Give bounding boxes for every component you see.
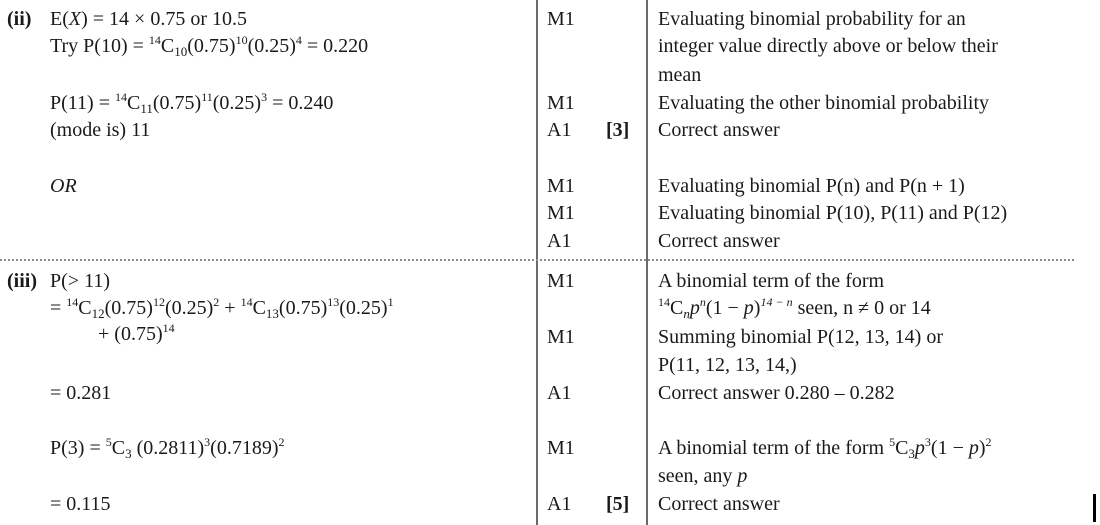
- text-cursor: [1093, 494, 1096, 522]
- p11-line: [50, 91, 333, 115]
- p10-base-b: (0.25): [247, 35, 296, 57]
- p3-base-b: (0.7189): [210, 437, 279, 459]
- term1-exp-a: 12: [152, 295, 165, 309]
- p10-n: 14: [148, 33, 161, 47]
- mark-note: Correct answer 0.280 – 0.282: [658, 382, 895, 404]
- plus: +: [219, 297, 241, 319]
- sum-terms-line: [50, 296, 394, 320]
- column-divider-notes: [646, 0, 648, 525]
- p11-n: 14: [114, 90, 127, 104]
- p11-exp-b: 3: [261, 90, 268, 104]
- mark-note: Correct answer: [658, 119, 780, 141]
- p10-prefix: Try P(10) =: [50, 35, 149, 57]
- mark-code: A1: [547, 230, 572, 252]
- mark-code: M1: [547, 437, 575, 459]
- mark-note-formula: $^{14}C_np^n(1 - p)^{14 - n}$ seen, n ≠ 0 or 14: [658, 295, 931, 321]
- mark-note: Summing binomial P(12, 13, 14) or: [658, 326, 943, 348]
- expected-value-text: E(X) = 14 × 0.75 or 10.5: [50, 8, 247, 30]
- term2-exp-b: 1: [387, 295, 394, 309]
- third-term-exp: 14: [162, 321, 175, 335]
- p10-r: 10: [174, 44, 188, 59]
- mark-note: integer value directly above or below their: [658, 35, 998, 57]
- term2-exp-a: 13: [327, 295, 340, 309]
- mark-code: M1: [547, 92, 575, 114]
- term1-exp-b: 2: [213, 295, 220, 309]
- formula-n: 14: [658, 295, 670, 309]
- p11-exp-a: 11: [201, 90, 213, 104]
- mark-note: Correct answer: [658, 493, 780, 515]
- part-ii-label: (ii): [7, 8, 32, 30]
- third-term: + (0.75): [98, 323, 163, 345]
- term2-n: 14: [240, 295, 253, 309]
- p11-base-a: (0.75): [152, 92, 202, 114]
- mark-code: M1: [547, 8, 575, 30]
- p3-exp-b: 2: [278, 435, 285, 449]
- p10-c: C: [160, 35, 175, 57]
- mark-code: A1: [547, 382, 572, 404]
- p3-line: [50, 436, 284, 460]
- p11-r: 11: [140, 101, 153, 116]
- p11-c: C: [126, 92, 141, 114]
- p10-base-a: (0.75): [187, 35, 236, 57]
- mark-code: M1: [547, 270, 575, 292]
- mark-note: seen, any p: [658, 465, 748, 487]
- mode-line: (mode is) 11: [50, 119, 151, 141]
- p11-result: = 0.240: [267, 92, 334, 114]
- mark-code: M1: [547, 326, 575, 348]
- mark-note: Evaluating binomial probability for an: [658, 8, 966, 30]
- p10-result: = 0.220: [301, 35, 369, 57]
- mark-note: Correct answer: [658, 230, 780, 252]
- formula-r: n: [683, 306, 690, 321]
- mark-note-formula: A binomial term of the form $^5C_3p^3(1 - p)^2$: [658, 435, 992, 461]
- p3-c: C: [111, 437, 126, 459]
- term1-r: 12: [91, 306, 105, 321]
- term1-c: C: [78, 297, 92, 319]
- p-greater-11-result: = 0.281: [50, 382, 112, 404]
- p3-base-a: (0.2811): [131, 437, 205, 459]
- term1-base-b: (0.25): [164, 297, 214, 319]
- mark-note: Evaluating binomial P(n) and P(n + 1): [658, 175, 965, 197]
- p3-prefix: P(3) =: [50, 437, 106, 459]
- part-total: [3]: [606, 119, 630, 141]
- term2-base-a: (0.75): [278, 297, 328, 319]
- term1-base-a: (0.75): [104, 297, 153, 319]
- third-term-line: [98, 322, 175, 346]
- formula-suffix: seen, n ≠ 0 or 14: [792, 297, 931, 319]
- p3-r: 3: [125, 446, 132, 461]
- mark-note: P(11, 12, 13, 14,): [658, 354, 797, 376]
- mark-code: A1: [547, 493, 572, 515]
- p3-n: 5: [105, 435, 112, 449]
- part-total: [5]: [606, 493, 630, 515]
- p10-exp-b: 4: [295, 33, 302, 47]
- p3-result: = 0.115: [50, 493, 111, 515]
- p11-base-b: (0.25): [212, 92, 262, 114]
- p10-line: [50, 34, 368, 58]
- mark-note: Evaluating the other binomial probability: [658, 92, 990, 114]
- p-greater-11-line: P(> 11): [50, 270, 110, 292]
- mark-note: Evaluating binomial P(10), P(11) and P(12): [658, 202, 1008, 224]
- term1-n: 14: [66, 295, 79, 309]
- term2-c: C: [252, 297, 266, 319]
- mark-code: M1: [547, 202, 575, 224]
- mark-note: A binomial term of the form: [658, 270, 885, 292]
- p11-prefix: P(11) =: [50, 92, 115, 114]
- part-iii-label: (iii): [7, 270, 37, 292]
- section-separator: [0, 259, 1074, 261]
- p10-exp-a: 10: [235, 33, 248, 47]
- formula-prefix: A binomial term of the form: [658, 437, 890, 459]
- term2-base-b: (0.25): [339, 297, 388, 319]
- equals: =: [50, 297, 67, 319]
- term2-r: 13: [265, 306, 279, 321]
- or-label: OR: [50, 175, 77, 197]
- expected-value-line: [50, 7, 247, 31]
- mark-code: A1: [547, 119, 572, 141]
- column-divider-marks: [536, 0, 538, 525]
- mark-note: mean: [658, 64, 702, 86]
- note-text: seen, any: [658, 465, 738, 487]
- mark-code: M1: [547, 175, 575, 197]
- p3-exp-a: 3: [204, 435, 211, 449]
